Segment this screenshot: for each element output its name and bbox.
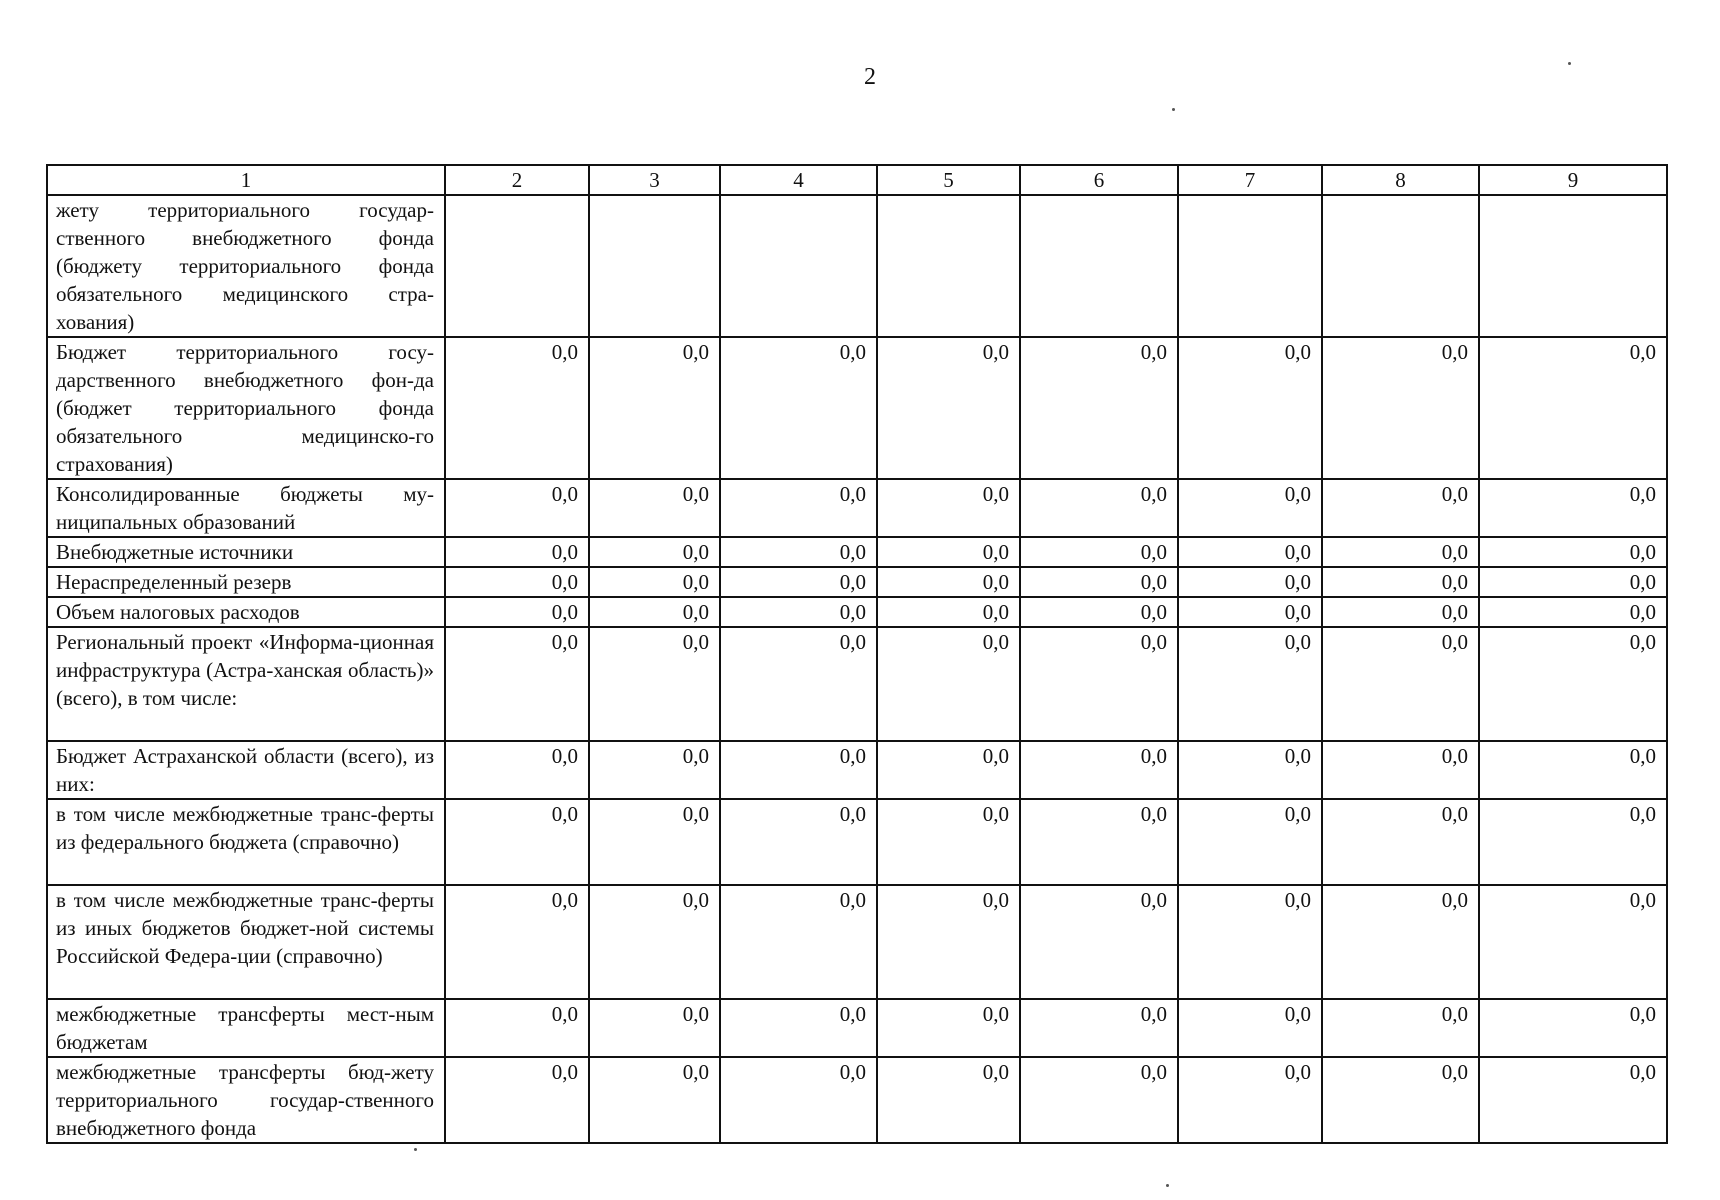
cell-value: 0,0 xyxy=(1020,627,1178,741)
row-label: Внебюджетные источники xyxy=(47,537,445,567)
cell-value: 0,0 xyxy=(720,885,877,999)
column-header-5: 5 xyxy=(877,165,1020,195)
row-label: межбюджетные трансферты бюд-жету территориального государ-ственного внебюджетного фонда xyxy=(47,1057,445,1143)
cell-value: 0,0 xyxy=(1322,537,1479,567)
cell-value: 0,0 xyxy=(877,741,1020,799)
cell-value: 0,0 xyxy=(1479,479,1667,537)
cell-value: 0,0 xyxy=(1322,1057,1479,1143)
column-header-7: 7 xyxy=(1178,165,1322,195)
cell-value: 0,0 xyxy=(589,1057,720,1143)
cell-value: 0,0 xyxy=(1322,627,1479,741)
column-header-8: 8 xyxy=(1322,165,1479,195)
row-label: межбюджетные трансферты мест-ным бюджетам xyxy=(47,999,445,1057)
cell-value: 0,0 xyxy=(445,537,589,567)
cell-value: 0,0 xyxy=(1178,627,1322,741)
row-label: Нераспределенный резерв xyxy=(47,567,445,597)
budget-table xyxy=(46,164,1668,1144)
scan-speck xyxy=(414,1148,417,1151)
cell-value xyxy=(1178,195,1322,337)
table-row xyxy=(47,627,1667,741)
row-label: Консолидированные бюджеты му-ниципальных образований xyxy=(47,479,445,537)
cell-value: 0,0 xyxy=(1178,567,1322,597)
cell-value: 0,0 xyxy=(1178,479,1322,537)
row-label: в том числе межбюджетные транс-ферты из федерального бюджета (справочно) xyxy=(47,799,445,885)
cell-value: 0,0 xyxy=(877,885,1020,999)
cell-value: 0,0 xyxy=(1322,799,1479,885)
cell-value: 0,0 xyxy=(720,479,877,537)
table-row xyxy=(47,537,1667,567)
cell-value: 0,0 xyxy=(445,567,589,597)
cell-value: 0,0 xyxy=(1322,337,1479,479)
cell-value: 0,0 xyxy=(445,337,589,479)
column-header-2: 2 xyxy=(445,165,589,195)
scan-speck xyxy=(1166,1184,1169,1187)
cell-value: 0,0 xyxy=(445,1057,589,1143)
cell-value: 0,0 xyxy=(1178,337,1322,479)
cell-value: 0,0 xyxy=(1479,1057,1667,1143)
column-header-6: 6 xyxy=(1020,165,1178,195)
cell-value: 0,0 xyxy=(1178,799,1322,885)
table-row xyxy=(47,885,1667,999)
cell-value: 0,0 xyxy=(1322,479,1479,537)
row-label: Региональный проект «Информа-ционная инфраструктура (Астра-ханская область)» (всего), в том числе: xyxy=(47,627,445,741)
cell-value: 0,0 xyxy=(1322,885,1479,999)
cell-value: 0,0 xyxy=(1178,537,1322,567)
header-row xyxy=(47,165,1667,195)
table-row xyxy=(47,567,1667,597)
cell-value: 0,0 xyxy=(1479,627,1667,741)
row-label: жету территориального государ-ственного внебюджетного фонда (бюджету территориального фонда обязательного медицинского стра-хования) xyxy=(47,195,445,337)
cell-value: 0,0 xyxy=(1479,537,1667,567)
cell-value: 0,0 xyxy=(877,567,1020,597)
cell-value: 0,0 xyxy=(877,537,1020,567)
cell-value: 0,0 xyxy=(589,337,720,479)
cell-value: 0,0 xyxy=(1020,597,1178,627)
cell-value: 0,0 xyxy=(1020,741,1178,799)
cell-value xyxy=(877,195,1020,337)
cell-value: 0,0 xyxy=(589,741,720,799)
cell-value: 0,0 xyxy=(445,597,589,627)
cell-value: 0,0 xyxy=(1479,799,1667,885)
cell-value: 0,0 xyxy=(589,537,720,567)
cell-value: 0,0 xyxy=(720,337,877,479)
table-row xyxy=(47,799,1667,885)
cell-value xyxy=(1020,195,1178,337)
cell-value: 0,0 xyxy=(589,627,720,741)
cell-value: 0,0 xyxy=(1020,1057,1178,1143)
row-label: Объем налоговых расходов xyxy=(47,597,445,627)
column-header-1: 1 xyxy=(47,165,445,195)
cell-value: 0,0 xyxy=(720,741,877,799)
cell-value: 0,0 xyxy=(445,885,589,999)
cell-value: 0,0 xyxy=(1479,567,1667,597)
cell-value: 0,0 xyxy=(445,627,589,741)
scan-speck xyxy=(1568,62,1571,65)
column-header-9: 9 xyxy=(1479,165,1667,195)
cell-value: 0,0 xyxy=(589,799,720,885)
cell-value: 0,0 xyxy=(1178,885,1322,999)
cell-value: 0,0 xyxy=(1479,885,1667,999)
cell-value: 0,0 xyxy=(720,1057,877,1143)
cell-value: 0,0 xyxy=(877,479,1020,537)
cell-value: 0,0 xyxy=(1322,741,1479,799)
cell-value: 0,0 xyxy=(1020,799,1178,885)
cell-value: 0,0 xyxy=(720,799,877,885)
cell-value: 0,0 xyxy=(720,567,877,597)
cell-value: 0,0 xyxy=(589,479,720,537)
column-header-3: 3 xyxy=(589,165,720,195)
column-header-4: 4 xyxy=(720,165,877,195)
cell-value: 0,0 xyxy=(1178,1057,1322,1143)
cell-value: 0,0 xyxy=(877,597,1020,627)
cell-value: 0,0 xyxy=(1479,337,1667,479)
cell-value: 0,0 xyxy=(877,1057,1020,1143)
cell-value: 0,0 xyxy=(589,885,720,999)
cell-value: 0,0 xyxy=(445,999,589,1057)
cell-value xyxy=(1322,195,1479,337)
table-row xyxy=(47,195,1667,337)
cell-value: 0,0 xyxy=(720,627,877,741)
cell-value: 0,0 xyxy=(1322,999,1479,1057)
cell-value: 0,0 xyxy=(589,567,720,597)
cell-value: 0,0 xyxy=(1020,885,1178,999)
table-row xyxy=(47,999,1667,1057)
cell-value: 0,0 xyxy=(589,597,720,627)
cell-value xyxy=(589,195,720,337)
cell-value: 0,0 xyxy=(1020,537,1178,567)
cell-value: 0,0 xyxy=(1178,999,1322,1057)
cell-value: 0,0 xyxy=(1020,479,1178,537)
cell-value: 0,0 xyxy=(720,597,877,627)
cell-value: 0,0 xyxy=(877,627,1020,741)
cell-value: 0,0 xyxy=(877,337,1020,479)
cell-value: 0,0 xyxy=(1479,597,1667,627)
cell-value: 0,0 xyxy=(720,537,877,567)
cell-value: 0,0 xyxy=(1322,597,1479,627)
row-label: Бюджет Астраханской области (всего), из них: xyxy=(47,741,445,799)
cell-value xyxy=(720,195,877,337)
cell-value: 0,0 xyxy=(1479,741,1667,799)
table-row xyxy=(47,741,1667,799)
table-row xyxy=(47,479,1667,537)
cell-value: 0,0 xyxy=(1020,999,1178,1057)
cell-value: 0,0 xyxy=(445,741,589,799)
row-label: в том числе межбюджетные транс-ферты из иных бюджетов бюджет-ной системы Российской Федера-ции (справочно) xyxy=(47,885,445,999)
cell-value: 0,0 xyxy=(1020,567,1178,597)
page-number: 2 xyxy=(864,64,876,90)
cell-value: 0,0 xyxy=(877,799,1020,885)
cell-value xyxy=(1479,195,1667,337)
cell-value xyxy=(445,195,589,337)
cell-value: 0,0 xyxy=(445,479,589,537)
cell-value: 0,0 xyxy=(1178,741,1322,799)
table-row xyxy=(47,337,1667,479)
cell-value: 0,0 xyxy=(1479,999,1667,1057)
cell-value: 0,0 xyxy=(720,999,877,1057)
cell-value: 0,0 xyxy=(877,999,1020,1057)
table-row xyxy=(47,1057,1667,1143)
cell-value: 0,0 xyxy=(1322,567,1479,597)
row-label: Бюджет территориального госу-дарственного внебюджетного фон-да (бюджет территориального фонда обязательного медицинско-го страхования) xyxy=(47,337,445,479)
cell-value: 0,0 xyxy=(589,999,720,1057)
cell-value: 0,0 xyxy=(1020,337,1178,479)
table-row xyxy=(47,597,1667,627)
scan-speck xyxy=(1172,108,1175,111)
cell-value: 0,0 xyxy=(1178,597,1322,627)
cell-value: 0,0 xyxy=(445,799,589,885)
